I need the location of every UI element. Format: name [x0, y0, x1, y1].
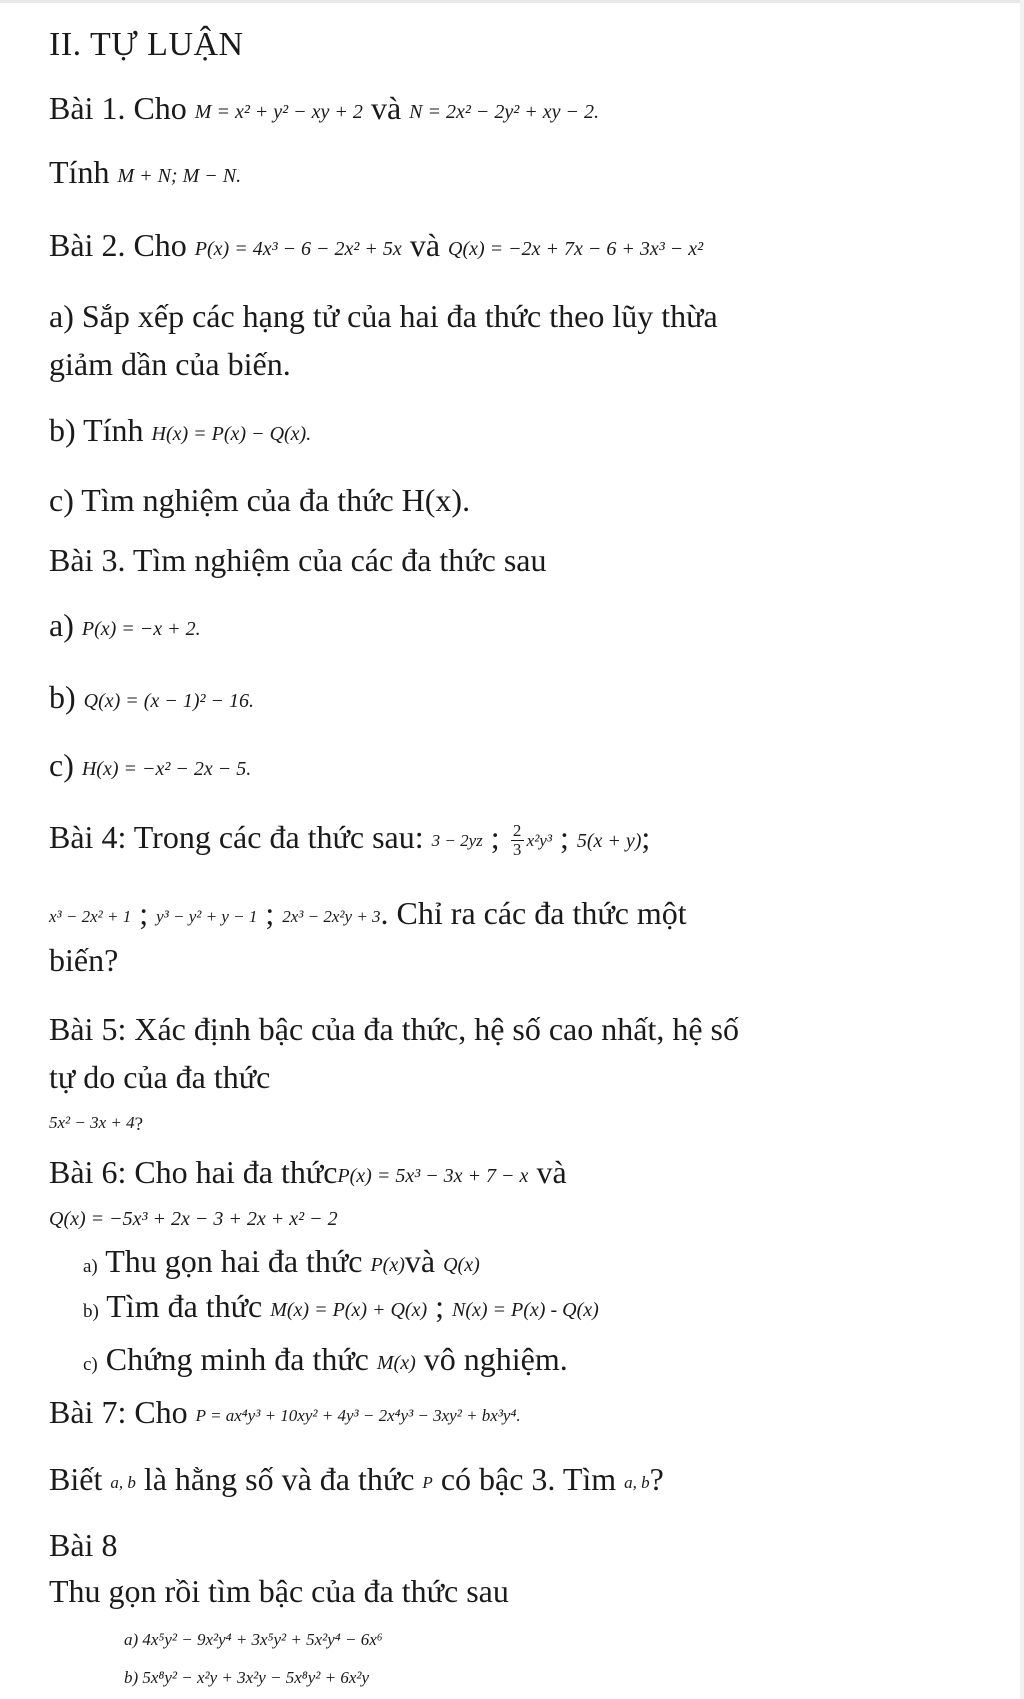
bai4-expr6: 2x³ − 2x²y + 3: [282, 906, 381, 926]
bai5-line1: Bài 5: Xác định bậc của đa thức, hệ số cao nhất, hệ số: [49, 1011, 739, 1047]
bai3-c: c) H(x) = −x² − 2x − 5.: [49, 746, 251, 788]
bai2-b: b) Tính H(x) = P(x) − Q(x).: [49, 411, 311, 453]
bai3-a: a) P(x) = −x + 2.: [49, 606, 201, 648]
section-title: II. TỰ LUẬN: [49, 26, 244, 63]
bai4-expr4: x³ − 2x² + 1: [49, 906, 132, 926]
bai2-expr-q: Q(x) = −2x + 7x − 6 + 3x³ − x²: [448, 237, 704, 260]
bai4-expr5: y³ − y² + y − 1: [156, 906, 258, 926]
bai3-b: b) Q(x) = (x − 1)² − 16.: [49, 678, 254, 720]
bai2-a-line1: a) Sắp xếp các hạng tử của hai đa thức theo lũy thừa: [49, 298, 718, 334]
top-divider: [0, 0, 1024, 3]
bai2-c: c) Tìm nghiệm của đa thức H(x).: [49, 482, 471, 518]
bai1-tinh-expr: M + N; M − N.: [117, 164, 242, 187]
bai8-a: a) 4x⁵y² − 9x²y⁴ + 3x⁵y² + 5x²y⁴ − 6x⁶: [124, 1629, 383, 1649]
bai4-line2: x³ − 2x² + 1 ; y³ − y² + y − 1 ; 2x³ − 2x²y + 3. Chỉ ra các đa thức một: [49, 894, 687, 936]
bai1-line2: Tính M + N; M − N.: [49, 153, 241, 195]
bai2-expr-p: P(x) = 4x³ − 6 − 2x² + 5x: [194, 237, 402, 260]
bai1-expr-n: N = 2x² − 2y² + xy − 2.: [409, 100, 599, 123]
bai5-expr-line: 5x² − 3x + 4?: [49, 1100, 143, 1144]
bai8-sub: Thu gọn rồi tìm bậc của đa thức sau: [49, 1573, 509, 1609]
bai1-expr-m: M = x² + y² − xy + 2: [194, 100, 363, 123]
bai3-b-expr: Q(x) = (x − 1)² − 16.: [83, 689, 254, 712]
bai3-title: Bài 3. Tìm nghiệm của các đa thức sau: [49, 542, 547, 578]
bai6-line1: Bài 6: Cho hai đa thứcP(x) = 5x³ − 3x + 7 − x và: [49, 1153, 567, 1195]
bai5-expr: 5x² − 3x + 4: [49, 1112, 135, 1132]
bai8-title: Bài 8: [49, 1527, 118, 1563]
bai6-expr-p: P(x) = 5x³ − 3x + 7 − x: [337, 1164, 529, 1187]
bai6-a: a) Thu gọn hai đa thức P(x)và Q(x): [83, 1243, 480, 1279]
bai6-expr-q: Q(x) = −5x³ + 2x − 3 + 2x + x² − 2: [49, 1207, 338, 1230]
bai6-line2: [49, 1196, 338, 1238]
bai6-c: c) Chứng minh đa thức M(x) vô nghiệm.: [83, 1341, 568, 1377]
bai2-b-expr: H(x) = P(x) − Q(x).: [151, 422, 312, 445]
bai1-line1: Bài 1. Cho M = x² + y² − xy + 2 và N = 2x² − 2y² + xy − 2.: [49, 89, 599, 131]
bai4-expr2: x²y³: [526, 830, 552, 850]
bai3-a-expr: P(x) = −x + 2.: [81, 617, 201, 640]
bai3-c-expr: H(x) = −x² − 2x − 5.: [81, 757, 252, 780]
bai2-line1: Bài 2. Cho P(x) = 4x³ − 6 − 2x² + 5x và Q(x) = −2x + 7x − 6 + 3x³ − x²: [49, 226, 703, 268]
side-divider: [1020, 0, 1024, 1699]
bai7-line2: Biết a, b là hằng số và đa thức P có bậc 3. Tìm a, b?: [49, 1461, 664, 1497]
bai5-line2: tự do của đa thức: [49, 1059, 271, 1095]
bai8-b: b) 5x⁸y² − x²y + 3x²y − 5x⁸y² + 6x²y: [124, 1667, 370, 1687]
bai7-line1: Bài 7: Cho P = ax⁴y³ + 10xy² + 4y³ − 2x⁴y³ − 3xy² + bx³y⁴.: [49, 1393, 521, 1435]
bai2-a-line2: giảm dần của biến.: [49, 346, 291, 382]
bai6-b: b) Tìm đa thức M(x) = P(x) + Q(x) ; N(x) = P(x) - Q(x): [83, 1288, 599, 1324]
bai4-fraction: $\frac{2}{3}$: [511, 822, 524, 859]
bai7-expr-p: P = ax⁴y³ + 10xy² + 4y³ − 2x⁴y³ − 3xy² + bx³y⁴.: [195, 1405, 521, 1425]
bai4-line3: biến?: [49, 942, 119, 978]
bai4-expr1: 3 − 2yz: [431, 830, 483, 850]
bai4-expr3: 5(x + y): [576, 829, 642, 852]
bai4-line1: Bài 4: Trong các đa thức sau: 3 − 2yz ; $\frac{2}{3}$ x²y³ ; 5(x + y);: [49, 819, 651, 860]
